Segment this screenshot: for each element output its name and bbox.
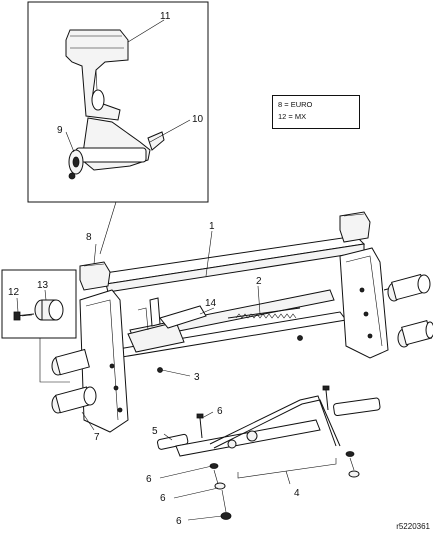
- callout-6-bottom: 6: [176, 516, 182, 527]
- callout-12: 12: [8, 287, 20, 298]
- inset-pointer-line: [100, 202, 116, 254]
- callout-7: 7: [94, 432, 100, 443]
- legend-line-mx: 12 = MX: [278, 112, 307, 121]
- callout-9: 9: [57, 125, 63, 136]
- callout-10: 10: [192, 114, 204, 125]
- callout-11: 11: [160, 11, 171, 22]
- callout-14: 14: [205, 298, 217, 309]
- legend-line-euro: 8 = EURO: [278, 100, 313, 109]
- callout-4: 4: [294, 488, 300, 499]
- callout-6-lower: 6: [160, 493, 166, 504]
- callout-6-mid: 6: [146, 474, 152, 485]
- detail-inset: [28, 2, 208, 202]
- callout-3: 3: [194, 372, 200, 383]
- callout-1: 1: [209, 221, 215, 232]
- legend-box: [272, 95, 360, 129]
- lower-rod-assembly: [157, 386, 380, 520]
- callout-8: 8: [86, 232, 92, 243]
- callout-6-top: 6: [217, 406, 223, 417]
- callout-2: 2: [256, 276, 262, 287]
- figure-id: r5220361: [396, 522, 430, 531]
- callout-13: 13: [37, 280, 49, 291]
- callout-5: 5: [152, 426, 158, 437]
